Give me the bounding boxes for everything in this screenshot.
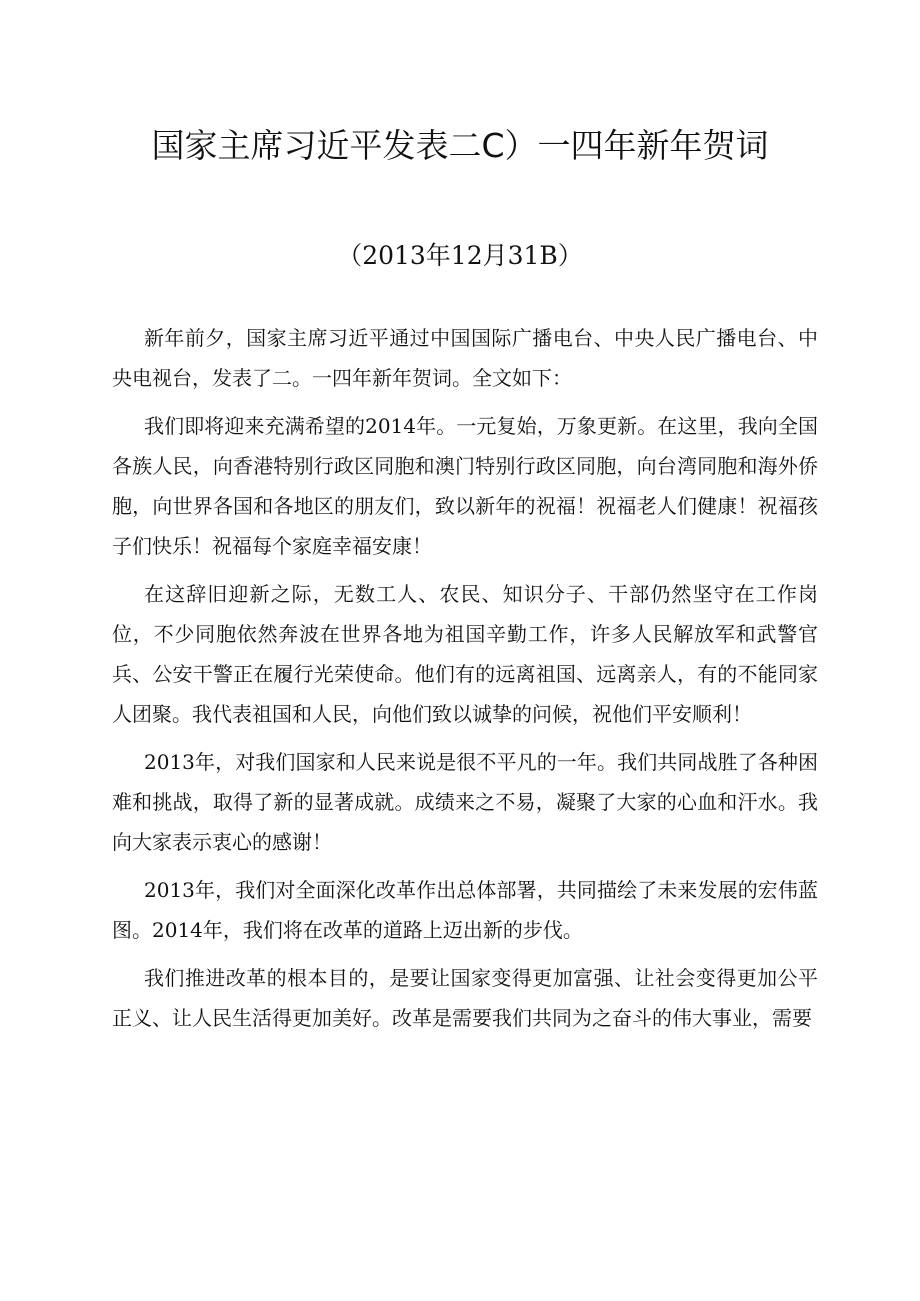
paragraph: 在这辞旧迎新之际，无数工人、农民、知识分子、干部仍然坚守在工作岗位，不少同胞依然奔波在世界各地为祖国辛勤工作，许多人民解放军和武警官兵、公安干警正在履行光荣使命。他们有的远离祖国、远离亲人，有的不能同家人团聚。我代表祖国和人民，向他们致以诚挚的问候，祝他们平安顺利！ <box>112 582 818 726</box>
paragraph: 我们即将迎来充满希望的2014年。一元复始，万象更新。在这里，我向全国各族人民，向香港特别行政区同胞和澳门特别行政区同胞，向台湾同胞和海外侨胞，向世界各国和各地区的朋友们，致以新年的祝福！祝福老人们健康！祝福孩子们快乐！祝福每个家庭幸福安康！ <box>112 414 818 558</box>
document-title: 国家主席习近平发表二C）一四年新年贺词 <box>151 126 769 165</box>
paragraph: 我们推进改革的根本目的，是要让国家变得更加富强、让社会变得更加公平正义、让人民生活得更加美好。改革是需要我们共同为之奋斗的伟大事业，需要 <box>112 966 818 1030</box>
document-body <box>112 318 818 1046</box>
document-date: （2013年12月31B） <box>337 241 583 270</box>
paragraph: 2013年，对我们国家和人民来说是很不平凡的一年。我们共同战胜了各种困难和挑战，取得了新的显著成就。成绩来之不易，凝聚了大家的心血和汗水。我向大家表示衷心的感谢！ <box>112 750 818 854</box>
paragraph: 2013年，我们对全面深化改革作出总体部署，共同描绘了未来发展的宏伟蓝图。2014年，我们将在改革的道路上迈出新的步伐。 <box>112 878 818 942</box>
paragraph: 新年前夕，国家主席习近平通过中国国际广播电台、中央人民广播电台、中央电视台，发表了二。一四年新年贺词。全文如下： <box>112 326 818 390</box>
